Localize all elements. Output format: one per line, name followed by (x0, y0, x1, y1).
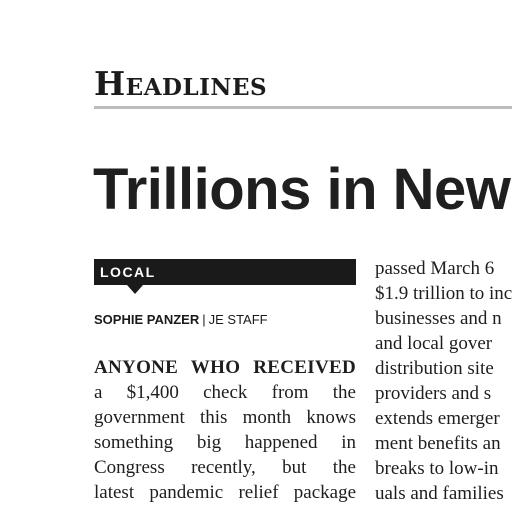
body-text-line: government this month knows (94, 407, 356, 428)
body-text-line: breaks to low-in (375, 458, 499, 479)
tag-pointer-icon (127, 285, 143, 294)
section-title: Headlines (94, 64, 268, 103)
article-column-left (94, 355, 356, 505)
body-text-line: uals and families (375, 483, 504, 504)
category-tag (94, 259, 356, 285)
article-headline: Trillions in New (93, 157, 511, 222)
body-text-line: latest pandemic relief package (94, 482, 356, 503)
body-text-line: a $1,400 check from the (94, 382, 356, 403)
body-text-line: distribution site (375, 358, 494, 379)
category-tag-label: LOCAL (100, 264, 156, 280)
author-name: SOPHIE PANZER (94, 312, 200, 327)
body-text-line: extends emerger (375, 408, 500, 429)
body-text-line: passed March 6 (375, 258, 495, 279)
lead-in-text: ANYONE WHO RECEIVED (94, 357, 356, 378)
body-text-line: $1.9 trillion to inc (375, 283, 512, 304)
body-text-line: something big happened in (94, 432, 356, 453)
article-column-right (375, 256, 512, 506)
body-text-line: and local gover (375, 333, 493, 354)
byline-separator: | (202, 312, 206, 327)
body-text-line: providers and s (375, 383, 492, 404)
section-divider (94, 106, 512, 109)
byline (94, 311, 268, 329)
body-text-line: Congress recently, but the (94, 457, 356, 478)
author-affiliation: JE STAFF (208, 312, 268, 327)
body-text-line: businesses and n (375, 308, 502, 329)
body-text-line: ment benefits an (375, 433, 501, 454)
